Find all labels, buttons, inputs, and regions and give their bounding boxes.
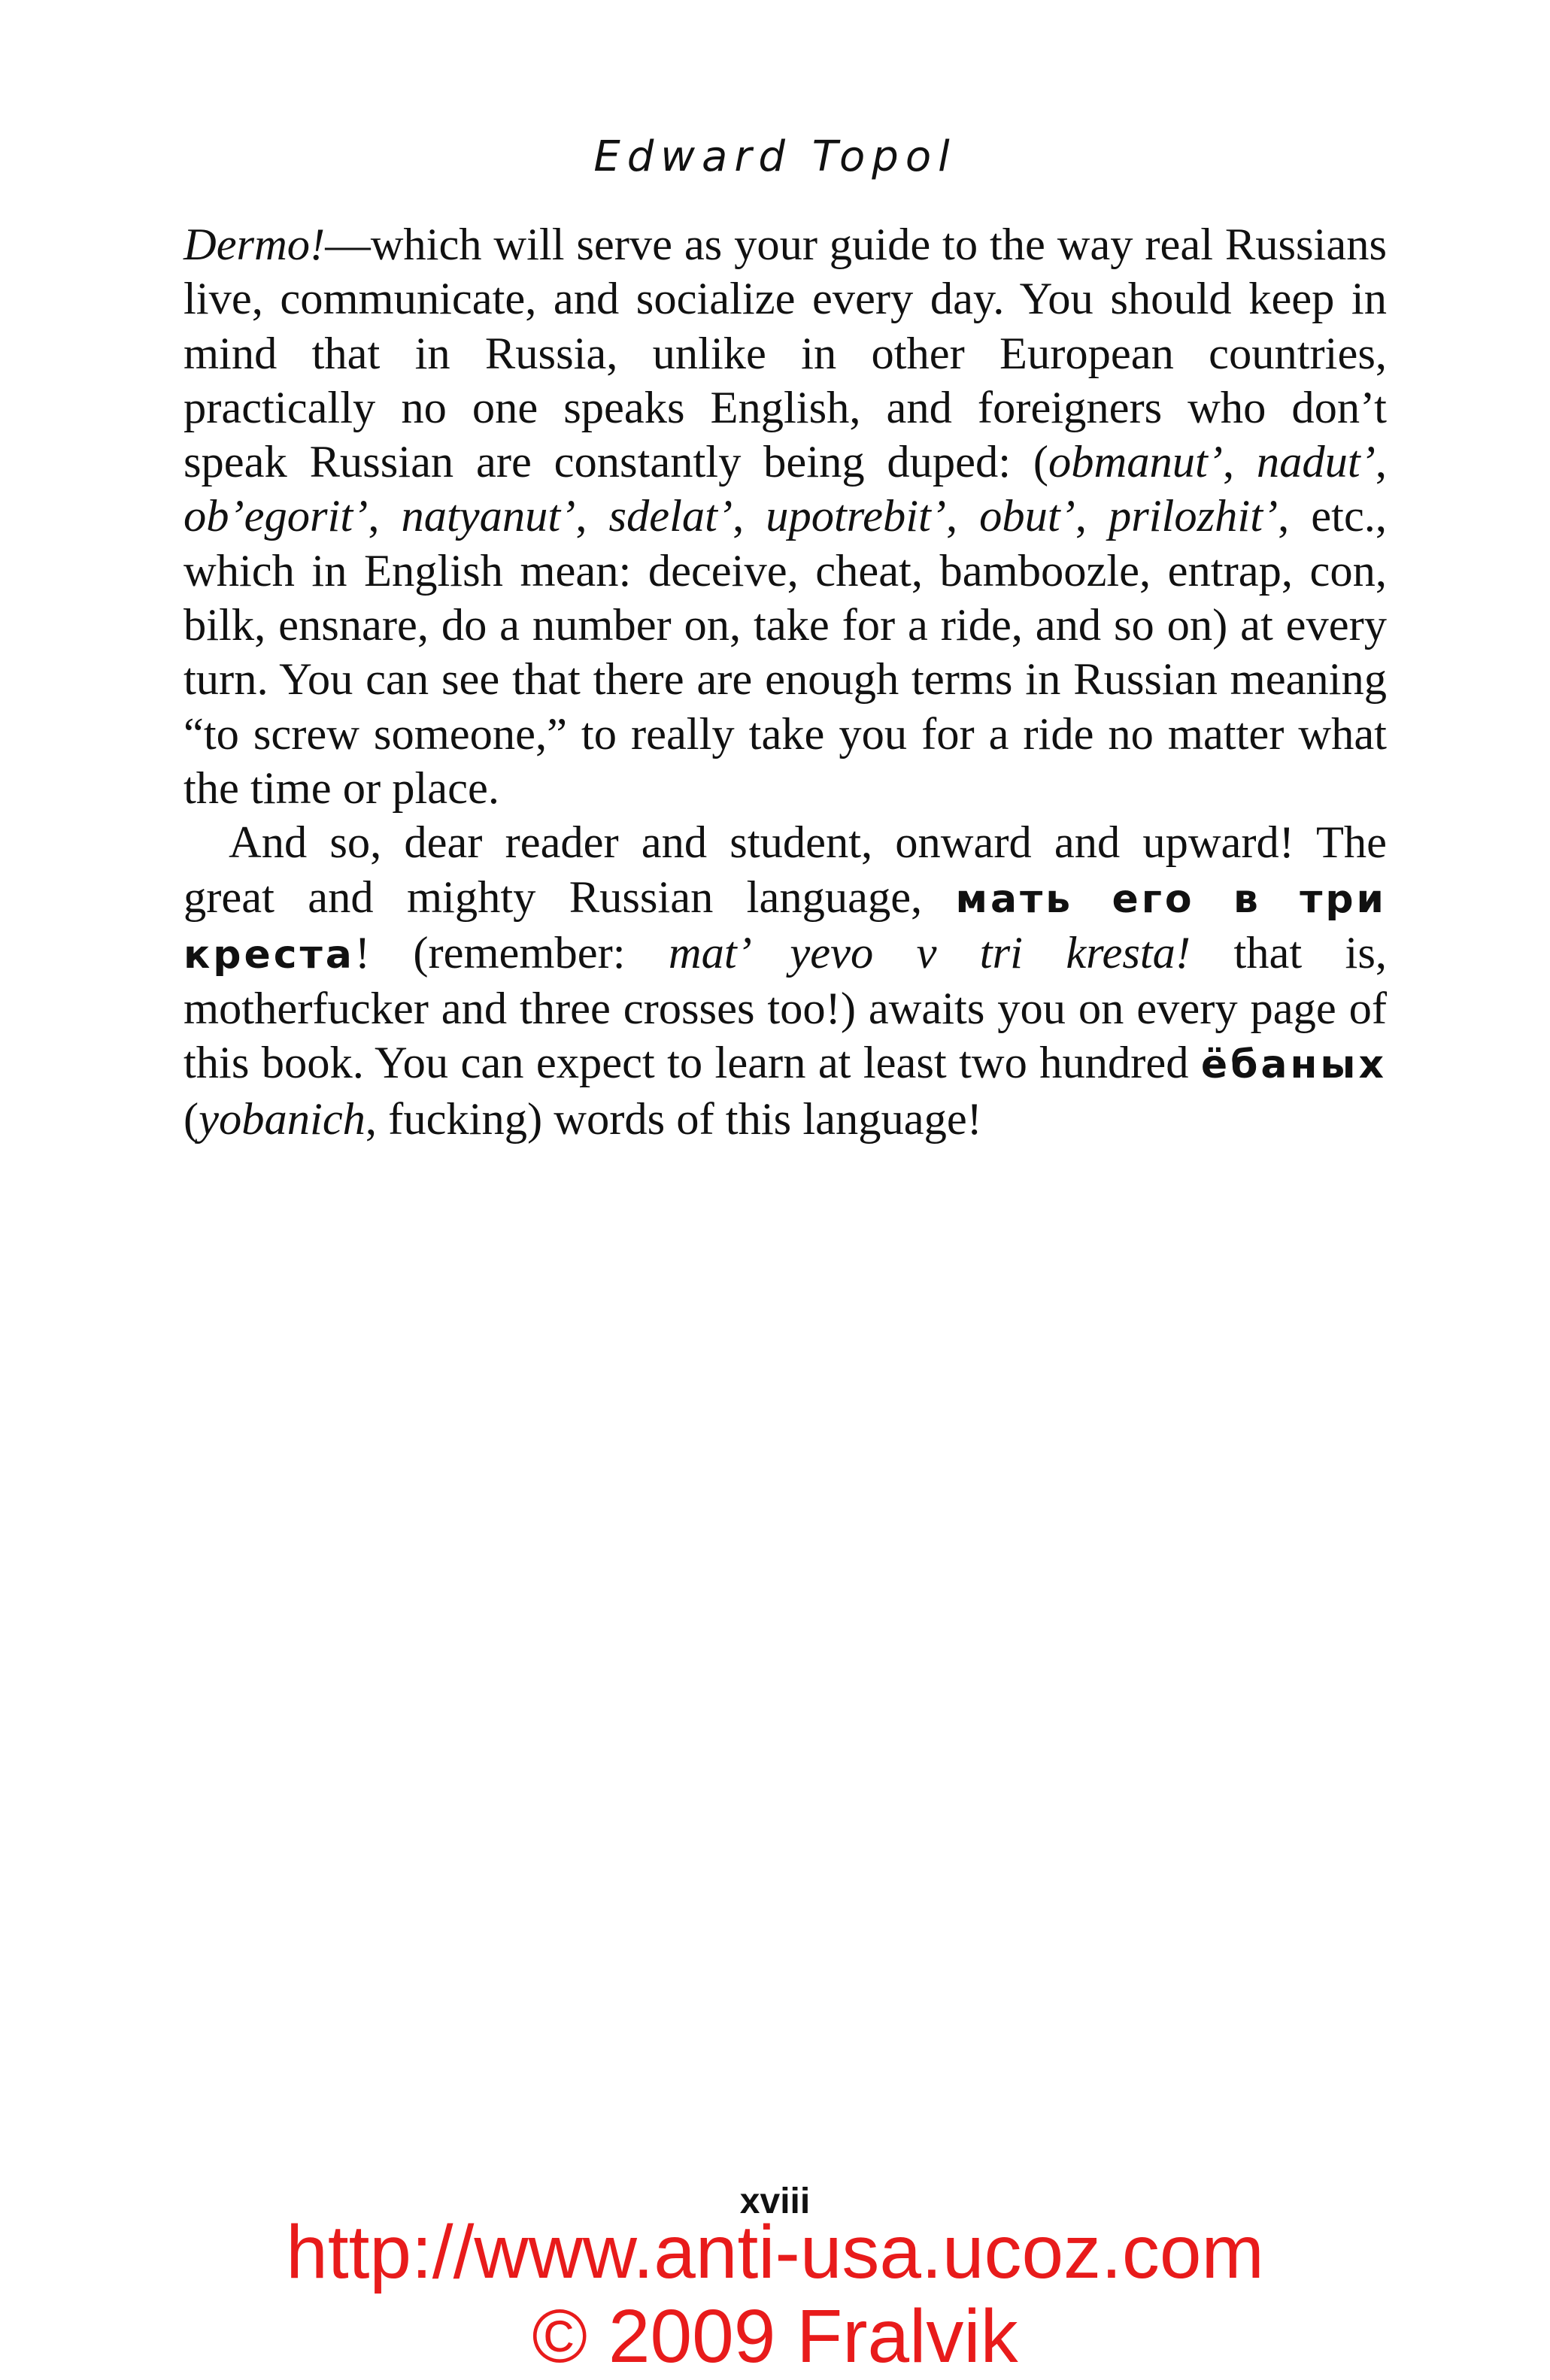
paragraph-1	[184, 218, 1387, 816]
translit-term: ob’egorit’	[184, 491, 369, 542]
running-head: Edward Topol	[593, 132, 957, 181]
text-run: (	[184, 1093, 199, 1145]
translit-word: yobanich	[199, 1093, 366, 1145]
separator: ,	[575, 491, 609, 542]
translit-term: sdelat’	[608, 491, 733, 542]
translit-term: obut’	[979, 491, 1075, 542]
text-run: , etc., which in English mean: deceive, cheat, bamboozle, entrap, con, bilk, ensnare, do a number on, take for a ride, and so on) at every turn. You can see that there are enough terms in Russian meaning “to screw someone,” to really take you for a ride no matter what the time or place.	[184, 491, 1388, 814]
translit-term: obmanut’	[1048, 437, 1223, 488]
cyrillic-word: ёбаных	[1200, 1042, 1387, 1088]
text-run: ! (remember:	[354, 927, 669, 978]
text-run: , fucking) words of this language!	[365, 1093, 982, 1145]
separator: ,	[1222, 437, 1257, 488]
watermark-url: http://www.anti-usa.ucoz.com	[286, 2210, 1264, 2294]
translit-term: nadut’	[1256, 437, 1376, 488]
text-run: And so, dear reader and student, onward and upward! The great and mighty Russian language,	[184, 817, 1387, 923]
body-text	[184, 218, 1387, 1147]
translit-phrase: mat’ yevo v tri kresta!	[668, 927, 1191, 978]
translit-term: upotrebit’	[766, 491, 946, 542]
separator: ,	[1075, 491, 1109, 542]
separator: ,	[1375, 437, 1387, 488]
translit-term: natyanut’	[401, 491, 576, 542]
separator: ,	[945, 491, 980, 542]
text-run: —which will serve as your guide to the way real Russians live, communicate, and socialize every day. You should keep in mind that in Russia, unlike in other European countries, practically no one speaks English, and foreigners who don’t speak Russian are constantly being duped: (	[184, 220, 1387, 488]
cyrillic-phrase: мать его в три креста	[184, 876, 1387, 978]
text-run: that is, motherfucker and three crosses too!) awaits you on every page of this book. You can expect to learn at least two hundred	[184, 927, 1388, 1089]
translit-term: prilozhit’	[1108, 491, 1279, 542]
watermark-copyright: © 2009 Fralvik	[532, 2294, 1018, 2378]
separator: ,	[733, 491, 766, 542]
italic-term: Dermo!	[184, 220, 326, 270]
paragraph-2	[184, 816, 1387, 1147]
page-number: xviii	[739, 2181, 811, 2221]
separator: ,	[368, 491, 402, 542]
